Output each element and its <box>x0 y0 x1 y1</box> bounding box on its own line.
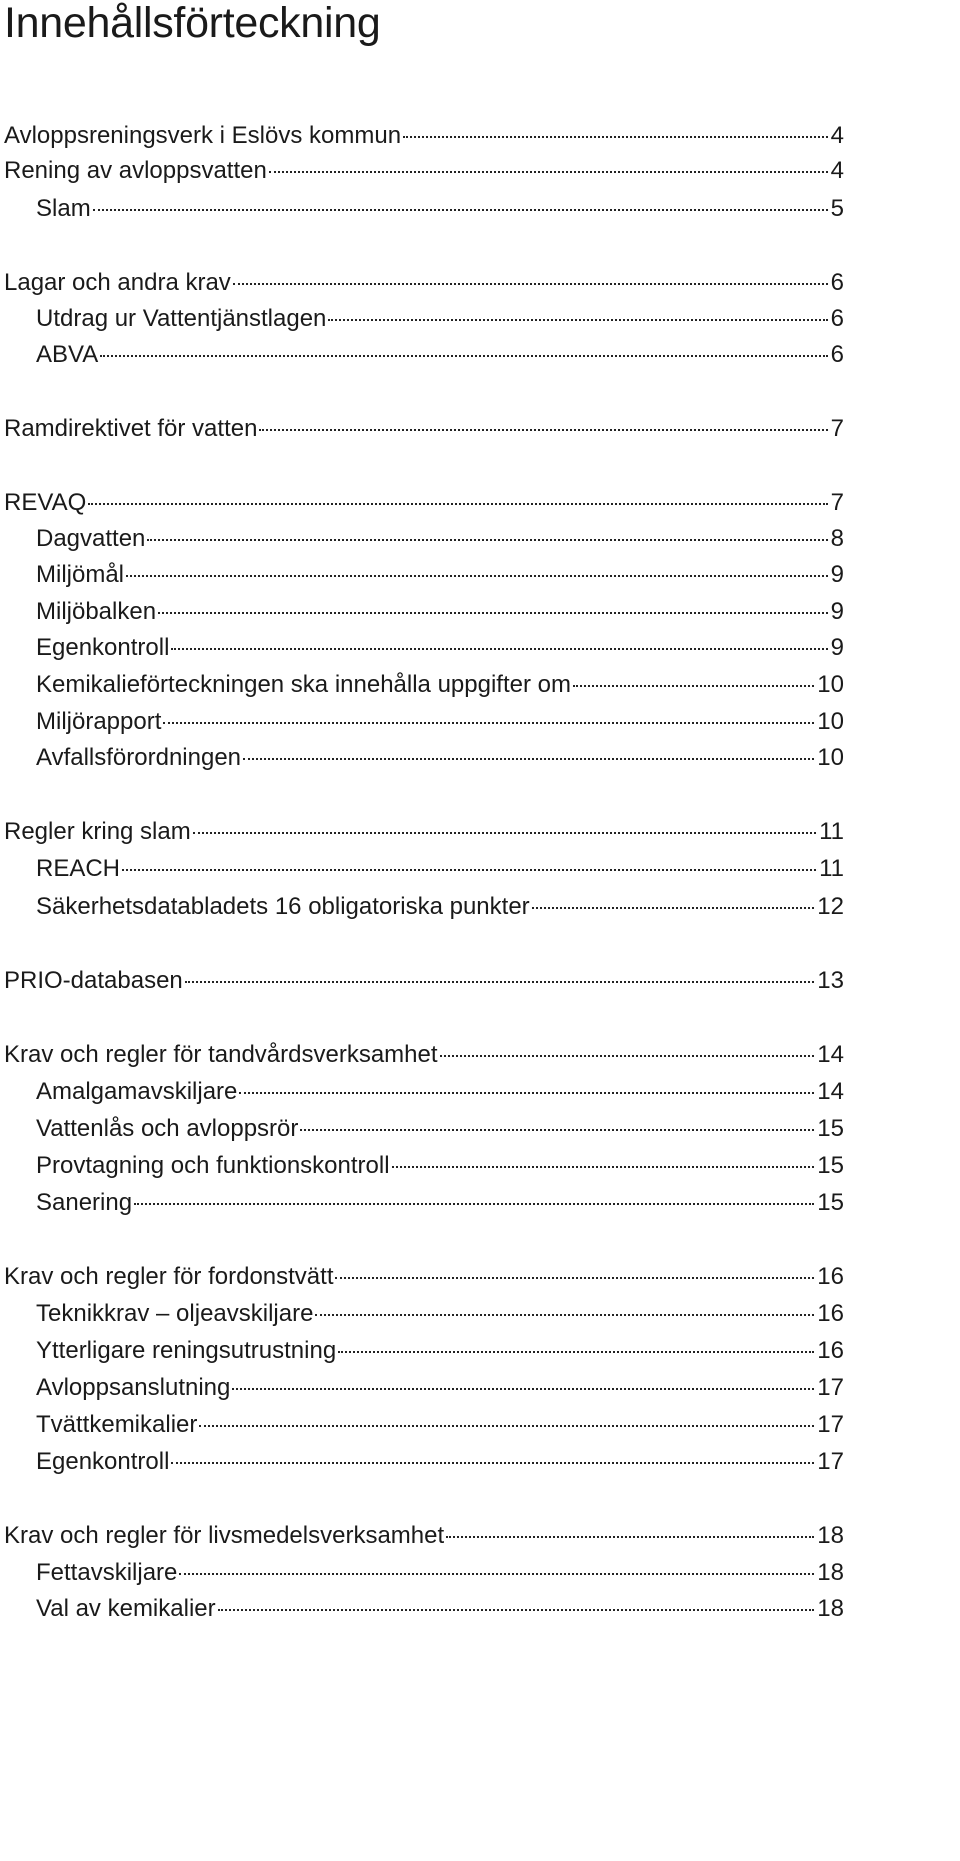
toc-page-number: 14 <box>817 1041 844 1068</box>
toc-subentry <box>36 1410 844 1440</box>
toc-page-number: 12 <box>817 893 844 920</box>
toc-entry-label: Egenkontroll <box>36 1448 170 1475</box>
toc-page-number: 16 <box>817 1263 844 1290</box>
toc-entry-label: REACH <box>36 855 121 882</box>
toc-entry <box>4 488 844 518</box>
dot-leader <box>239 1092 814 1094</box>
toc-entry-label: Miljömål <box>36 561 125 588</box>
toc-entry-label: Val av kemikalier <box>36 1595 216 1622</box>
toc-page-number: 6 <box>830 305 844 332</box>
toc-entry-label: Ytterligare reningsutrustning <box>36 1337 337 1364</box>
dot-leader <box>134 1203 814 1205</box>
toc-page-number: 11 <box>819 855 844 882</box>
toc-subentry <box>36 1594 844 1624</box>
dot-leader <box>163 722 814 724</box>
toc-page-number: 18 <box>817 1522 844 1549</box>
toc-subentry <box>36 304 844 334</box>
toc-subentry <box>36 707 844 737</box>
toc-entry-label: Amalgamavskiljare <box>36 1078 238 1105</box>
dot-leader <box>335 1277 814 1279</box>
dot-leader <box>446 1536 814 1538</box>
toc-subentry <box>36 1447 844 1477</box>
toc-subentry <box>36 892 844 922</box>
toc-subentry <box>36 1114 844 1144</box>
dot-leader <box>179 1573 814 1575</box>
toc-entry-label: Kemikalieförteckningen ska innehålla uppgifter om <box>36 671 571 698</box>
toc-entry-label: Egenkontroll <box>36 634 170 661</box>
toc-entry-label: REVAQ <box>4 489 87 516</box>
toc-entry-label: Miljöbalken <box>36 598 157 625</box>
dot-leader <box>232 1388 814 1390</box>
toc-page-number: 11 <box>819 818 844 845</box>
toc-subentry <box>36 854 844 884</box>
toc-entry-label: Vattenlås och avloppsrör <box>36 1115 299 1142</box>
toc-subentry <box>36 524 844 554</box>
dot-leader <box>122 869 816 871</box>
dot-leader <box>218 1609 815 1611</box>
toc-page-number: 17 <box>817 1374 844 1401</box>
toc-entry <box>4 1262 844 1292</box>
dot-leader <box>532 907 815 909</box>
dot-leader <box>300 1129 814 1131</box>
toc-entry-label: Dagvatten <box>36 525 146 552</box>
toc-page-number: 18 <box>817 1559 844 1586</box>
toc-entry-label: Rening av avloppsvatten <box>4 157 267 184</box>
toc-page-number: 7 <box>830 489 844 516</box>
toc-page-number: 14 <box>817 1078 844 1105</box>
toc-page-number: 16 <box>817 1337 844 1364</box>
dot-leader <box>392 1166 815 1168</box>
toc-subentry <box>36 1077 844 1107</box>
dot-leader <box>88 503 827 505</box>
toc-subentry <box>36 597 844 627</box>
toc-entry <box>4 966 844 996</box>
toc-subentry <box>36 560 844 590</box>
toc-subentry <box>36 1299 844 1329</box>
toc-page-number: 15 <box>817 1152 844 1179</box>
toc-page-number: 15 <box>817 1189 844 1216</box>
toc-entry <box>4 1040 844 1070</box>
toc-entry-label: Avfallsförordningen <box>36 744 242 771</box>
toc-subentry <box>36 340 844 370</box>
toc-page-number: 4 <box>830 157 844 184</box>
dot-leader <box>171 1462 814 1464</box>
toc-subentry <box>36 743 844 773</box>
dot-leader <box>259 429 827 431</box>
dot-leader <box>315 1314 814 1316</box>
dot-leader <box>100 355 827 357</box>
toc-entry-label: Avloppsanslutning <box>36 1374 231 1401</box>
toc-entry-label: ABVA <box>36 341 99 368</box>
toc-entry-label: Ramdirektivet för vatten <box>4 415 258 442</box>
dot-leader <box>158 612 828 614</box>
toc-page-number: 9 <box>830 634 844 661</box>
toc-subentry <box>36 194 844 224</box>
toc-page-number: 9 <box>830 598 844 625</box>
dot-leader <box>440 1055 815 1057</box>
toc-entry <box>4 414 844 444</box>
dot-leader <box>573 685 814 687</box>
toc-subentry <box>36 1558 844 1588</box>
dot-leader <box>199 1425 814 1427</box>
toc-page-number: 13 <box>817 967 844 994</box>
toc-entry-label: Tvättkemikalier <box>36 1411 198 1438</box>
toc-entry-label: Avloppsreningsverk i Eslövs kommun <box>4 122 402 149</box>
toc-entry-label: Lagar och andra krav <box>4 269 231 296</box>
toc-entry <box>4 817 844 847</box>
page-title: Innehållsförteckning <box>4 0 381 47</box>
toc-page-number: 6 <box>830 269 844 296</box>
toc-entry-label: Krav och regler för tandvårdsverksamhet <box>4 1041 438 1068</box>
toc-subentry <box>36 633 844 663</box>
toc-entry-label: Provtagning och funktionskontroll <box>36 1152 390 1179</box>
toc-entry-label: Slam <box>36 195 91 222</box>
dot-leader <box>243 758 814 760</box>
toc-page-number: 10 <box>817 671 844 698</box>
toc-page-number: 16 <box>817 1300 844 1327</box>
toc-page-number: 8 <box>830 525 844 552</box>
toc-page-number: 10 <box>817 744 844 771</box>
dot-leader <box>185 981 815 983</box>
toc-page-number: 15 <box>817 1115 844 1142</box>
toc-entry-label: Säkerhetsdatabladets 16 obligatoriska punkter <box>36 893 530 920</box>
toc-entry-label: Miljörapport <box>36 708 162 735</box>
toc-entry-label: Sanering <box>36 1189 133 1216</box>
dot-leader <box>93 209 828 211</box>
dot-leader <box>171 648 827 650</box>
toc-page-number: 4 <box>830 122 844 149</box>
toc-page-number: 17 <box>817 1448 844 1475</box>
toc-subentry <box>36 1151 844 1181</box>
toc-entry <box>4 121 844 151</box>
toc-subentry <box>36 1336 844 1366</box>
toc-entry <box>4 268 844 298</box>
toc-subentry <box>36 1188 844 1218</box>
dot-leader <box>269 171 828 173</box>
toc-page-number: 10 <box>817 708 844 735</box>
toc-page-number: 17 <box>817 1411 844 1438</box>
toc-page-number: 7 <box>830 415 844 442</box>
toc-page-number: 5 <box>830 195 844 222</box>
toc-entry <box>4 156 844 186</box>
toc-entry-label: PRIO-databasen <box>4 967 183 994</box>
toc-page-number: 6 <box>830 341 844 368</box>
dot-leader <box>403 136 828 138</box>
dot-leader <box>338 1351 814 1353</box>
toc-entry <box>4 1521 844 1551</box>
toc-subentry <box>36 670 844 700</box>
toc-entry-label: Teknikkrav – oljeavskiljare <box>36 1300 314 1327</box>
dot-leader <box>328 319 827 321</box>
toc-entry-label: Utdrag ur Vattentjänstlagen <box>36 305 327 332</box>
toc-entry-label: Fettavskiljare <box>36 1559 178 1586</box>
toc-page-number: 18 <box>817 1595 844 1622</box>
dot-leader <box>126 575 828 577</box>
dot-leader <box>233 283 828 285</box>
toc-page-number: 9 <box>830 561 844 588</box>
toc-entry-label: Krav och regler för livsmedelsverksamhet <box>4 1522 445 1549</box>
dot-leader <box>193 832 816 834</box>
toc-entry-label: Krav och regler för fordonstvätt <box>4 1263 334 1290</box>
toc-subentry <box>36 1373 844 1403</box>
dot-leader <box>147 539 827 541</box>
toc-entry-label: Regler kring slam <box>4 818 191 845</box>
